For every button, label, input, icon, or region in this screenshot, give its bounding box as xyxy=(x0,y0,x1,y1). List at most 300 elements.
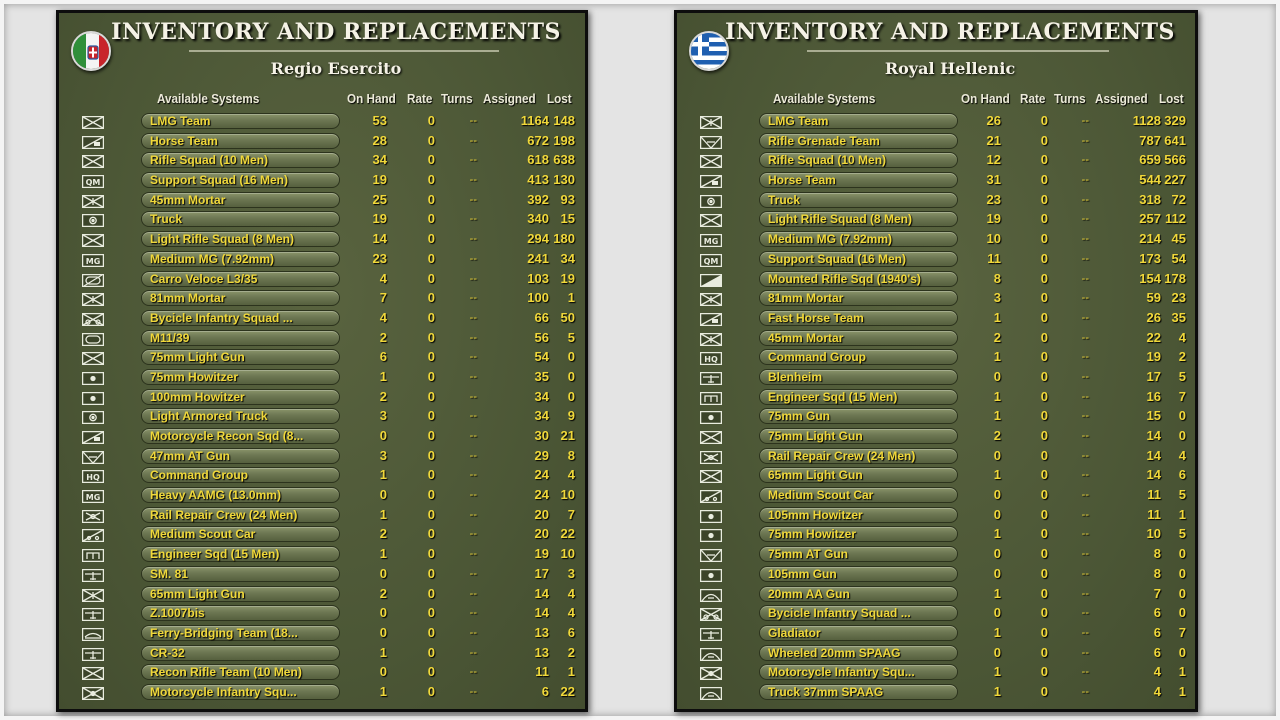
cell-lost: 6 xyxy=(567,624,575,640)
cell-on-hand: 0 xyxy=(379,565,387,581)
infantry-unit-icon xyxy=(82,665,104,678)
panel-title: INVENTORY AND REPLACEMENTS xyxy=(111,19,561,45)
cell-on-hand: 1 xyxy=(993,408,1001,424)
cell-on-hand: 2 xyxy=(993,428,1001,443)
header-rate: Rate xyxy=(1020,91,1046,106)
cell-assigned: 618 xyxy=(527,152,549,168)
cell-assigned: 66 xyxy=(534,309,549,325)
cell-turns: -- xyxy=(1081,331,1089,344)
cell-rate: 0 xyxy=(1040,664,1048,680)
cell-on-hand: 12 xyxy=(986,152,1001,168)
unit-system-button[interactable] xyxy=(759,113,958,129)
aircraft-unit-icon xyxy=(82,606,104,619)
motorinf-unit-icon xyxy=(82,685,104,698)
table-row xyxy=(677,111,1195,131)
unit-system-button[interactable] xyxy=(759,211,958,227)
header-assigned: Assigned xyxy=(483,91,536,106)
aa-unit-icon xyxy=(700,587,722,600)
cell-on-hand: 2 xyxy=(379,388,387,404)
unit-system-button[interactable] xyxy=(141,113,340,129)
unit-system-button[interactable] xyxy=(141,526,340,542)
table-row xyxy=(59,544,585,564)
table-row xyxy=(677,485,1195,505)
header-rate: Rate xyxy=(407,91,433,106)
cell-on-hand: 1 xyxy=(379,368,387,384)
cell-assigned: 4 xyxy=(1153,664,1161,680)
cell-lost: 7 xyxy=(1178,388,1186,404)
table-row xyxy=(677,170,1195,190)
cell-lost: 22 xyxy=(560,526,575,542)
table-row xyxy=(59,505,585,525)
cell-lost: 112 xyxy=(1165,211,1186,227)
unit-name: Engineer Sqd (15 Men) xyxy=(150,547,280,562)
cell-rate: 0 xyxy=(1040,309,1048,325)
truck-unit-icon xyxy=(82,212,104,225)
unit-system-button[interactable] xyxy=(759,172,958,188)
cell-turns: -- xyxy=(469,390,477,403)
cell-rate: 0 xyxy=(427,526,435,542)
cell-assigned: 15 xyxy=(1146,408,1161,424)
cell-lost: 1 xyxy=(1178,683,1186,699)
cell-rate: 0 xyxy=(427,428,435,443)
cell-on-hand: 34 xyxy=(372,152,387,168)
cell-rate: 0 xyxy=(1040,467,1048,483)
table-row xyxy=(677,229,1195,249)
unit-system-button[interactable] xyxy=(141,389,340,405)
cell-rate: 0 xyxy=(427,231,435,247)
unit-name: 105mm Gun xyxy=(768,566,837,581)
cell-turns: -- xyxy=(1081,626,1089,639)
cell-rate: 0 xyxy=(427,585,435,601)
unit-name: 75mm Howitzer xyxy=(768,527,857,542)
header-turns: Turns xyxy=(1054,91,1086,106)
table-row xyxy=(677,682,1195,702)
cell-assigned: 154 xyxy=(1139,270,1161,286)
cell-rate: 0 xyxy=(1040,605,1048,621)
unit-system-button[interactable] xyxy=(141,251,340,267)
unit-system-button[interactable] xyxy=(141,467,340,483)
table-row xyxy=(59,387,585,407)
cell-lost: 23 xyxy=(1171,290,1186,306)
table-row xyxy=(677,288,1195,308)
table-row xyxy=(677,209,1195,229)
cell-assigned: 214 xyxy=(1139,231,1161,247)
unit-system-button[interactable] xyxy=(759,152,958,168)
cell-on-hand: 3 xyxy=(993,290,1001,306)
unit-name: Mounted Rifle Sqd (1940's) xyxy=(768,271,921,286)
cell-rate: 0 xyxy=(427,113,435,128)
cell-rate: 0 xyxy=(1040,132,1048,148)
cell-assigned: 24 xyxy=(534,467,549,483)
cell-lost: 180 xyxy=(553,231,575,247)
table-row xyxy=(59,229,585,249)
cell-turns: -- xyxy=(1081,410,1089,423)
cell-on-hand: 1 xyxy=(379,683,387,699)
cell-assigned: 11 xyxy=(1147,506,1161,522)
unit-system-button[interactable] xyxy=(141,349,340,365)
cell-turns: -- xyxy=(1081,370,1089,383)
cell-on-hand: 8 xyxy=(993,270,1001,286)
unit-system-button[interactable] xyxy=(759,369,958,385)
cell-lost: 22 xyxy=(560,683,575,699)
cell-rate: 0 xyxy=(1040,231,1048,247)
cell-turns: -- xyxy=(469,666,477,679)
cavalry-unit-icon xyxy=(700,173,722,186)
inventory-list xyxy=(677,111,1195,702)
unit-name: Carro Veloce L3/35 xyxy=(150,271,258,286)
table-row xyxy=(677,131,1195,151)
cell-lost: 35 xyxy=(1171,309,1186,325)
cell-assigned: 34 xyxy=(534,388,549,404)
unit-system-button[interactable] xyxy=(759,310,958,326)
artillery-unit-icon xyxy=(82,370,104,383)
unit-system-button[interactable] xyxy=(759,507,958,523)
tank-unit-icon xyxy=(82,272,104,285)
unit-name: Rifle Squad (10 Men) xyxy=(768,153,887,168)
cell-assigned: 103 xyxy=(527,270,549,286)
table-row xyxy=(677,426,1195,446)
cell-rate: 0 xyxy=(427,408,435,424)
cell-rate: 0 xyxy=(1040,388,1048,404)
artillery-unit-icon xyxy=(82,390,104,403)
unit-name: Rifle Grenade Team xyxy=(768,133,880,148)
cell-rate: 0 xyxy=(427,664,435,680)
cavalry-unit-icon xyxy=(82,429,104,442)
cell-assigned: 54 xyxy=(534,349,549,365)
cell-lost: 0 xyxy=(1178,546,1186,562)
table-row xyxy=(677,328,1195,348)
unit-system-button[interactable] xyxy=(141,428,340,444)
unit-system-button[interactable] xyxy=(759,664,958,680)
hq-unit-icon xyxy=(700,350,722,363)
cell-lost: 566 xyxy=(1164,152,1186,168)
unit-system-button[interactable] xyxy=(759,526,958,542)
cell-rate: 0 xyxy=(427,683,435,699)
cell-on-hand: 1 xyxy=(379,506,387,522)
unit-name: Truck 37mm SPAAG xyxy=(768,684,884,699)
cavalry-unit-icon xyxy=(700,311,722,324)
cell-rate: 0 xyxy=(427,309,435,325)
unit-system-button[interactable] xyxy=(759,645,958,661)
unit-name: Truck xyxy=(768,192,801,207)
cell-turns: -- xyxy=(469,528,477,541)
cell-on-hand: 53 xyxy=(372,113,387,128)
cell-turns: -- xyxy=(469,626,477,639)
unit-name: Recon Rifle Team (10 Men) xyxy=(150,665,302,680)
cell-on-hand: 2 xyxy=(379,329,387,345)
unit-name: Ferry-Bridging Team (18... xyxy=(150,625,298,640)
unit-system-button[interactable] xyxy=(141,231,340,247)
cell-on-hand: 19 xyxy=(986,211,1001,227)
unit-system-button[interactable] xyxy=(759,546,958,562)
unit-system-button[interactable] xyxy=(759,684,958,700)
cell-assigned: 392 xyxy=(527,191,549,207)
cell-rate: 0 xyxy=(427,546,435,562)
unit-system-button[interactable] xyxy=(759,487,958,503)
unit-name: Support Squad (16 Men) xyxy=(150,173,288,188)
cell-on-hand: 0 xyxy=(993,487,1001,503)
unit-system-button[interactable] xyxy=(759,566,958,582)
table-row xyxy=(59,682,585,702)
unit-system-button[interactable] xyxy=(141,369,340,385)
cell-turns: -- xyxy=(1081,607,1089,620)
cell-rate: 0 xyxy=(427,132,435,148)
inventory-list xyxy=(59,111,585,702)
table-row xyxy=(59,190,585,210)
mortar-unit-icon xyxy=(700,291,722,304)
cell-rate: 0 xyxy=(427,172,435,188)
unit-system-button[interactable] xyxy=(141,586,340,602)
table-row xyxy=(59,249,585,269)
cell-assigned: 35 xyxy=(534,368,549,384)
cell-rate: 0 xyxy=(1040,349,1048,365)
infantry-unit-icon xyxy=(82,350,104,363)
unit-system-button[interactable] xyxy=(141,310,340,326)
cell-assigned: 672 xyxy=(527,132,549,148)
cell-lost: 10 xyxy=(560,487,575,503)
hq-unit-icon xyxy=(82,468,104,481)
unit-system-button[interactable] xyxy=(759,349,958,365)
table-row xyxy=(59,584,585,604)
unit-system-button[interactable] xyxy=(759,231,958,247)
cell-turns: -- xyxy=(1081,508,1089,521)
cell-assigned: 257 xyxy=(1139,211,1161,227)
unit-system-button[interactable] xyxy=(759,192,958,208)
cell-lost: 19 xyxy=(560,270,575,286)
cell-rate: 0 xyxy=(427,329,435,345)
cell-on-hand: 0 xyxy=(993,546,1001,562)
table-row xyxy=(677,367,1195,387)
cell-lost: 50 xyxy=(560,309,575,325)
unit-system-button[interactable] xyxy=(759,330,958,346)
table-row xyxy=(677,190,1195,210)
recon-unit-icon xyxy=(700,488,722,501)
unit-system-button[interactable] xyxy=(141,211,340,227)
cell-turns: -- xyxy=(1081,390,1089,403)
unit-system-button[interactable] xyxy=(759,251,958,267)
unit-system-button[interactable] xyxy=(141,271,340,287)
cell-turns: -- xyxy=(469,587,477,600)
unit-name: Bycicle Infantry Squad ... xyxy=(150,310,293,325)
cell-lost: 641 xyxy=(1164,132,1186,148)
cell-lost: 0 xyxy=(1178,408,1186,424)
cavalry2-unit-icon xyxy=(700,272,722,285)
header-lost: Lost xyxy=(547,91,572,106)
cell-turns: -- xyxy=(469,548,477,561)
table-row xyxy=(59,111,585,131)
mortar-unit-icon xyxy=(82,193,104,206)
unit-system-button[interactable] xyxy=(141,290,340,306)
cell-turns: -- xyxy=(469,646,477,659)
aircraft-unit-icon xyxy=(82,567,104,580)
cell-on-hand: 0 xyxy=(379,428,387,443)
cell-on-hand: 23 xyxy=(986,191,1001,207)
table-row xyxy=(59,465,585,485)
unit-system-button[interactable] xyxy=(141,546,340,562)
cell-on-hand: 4 xyxy=(379,309,387,325)
table-row xyxy=(677,465,1195,485)
title-divider xyxy=(807,50,1109,52)
unit-system-button[interactable] xyxy=(141,330,340,346)
cell-turns: -- xyxy=(469,489,477,502)
unit-system-button[interactable] xyxy=(759,133,958,149)
unit-system-button[interactable] xyxy=(141,448,340,464)
unit-system-button[interactable] xyxy=(759,428,958,444)
cell-turns: -- xyxy=(469,567,477,580)
table-row xyxy=(677,623,1195,643)
cell-on-hand: 0 xyxy=(379,487,387,503)
cell-assigned: 14 xyxy=(1146,428,1161,443)
at-unit-icon xyxy=(700,547,722,560)
unit-system-button[interactable] xyxy=(141,487,340,503)
cell-turns: -- xyxy=(1081,351,1089,364)
cell-on-hand: 26 xyxy=(986,113,1001,128)
unit-system-button[interactable] xyxy=(141,133,340,149)
unit-system-button[interactable] xyxy=(759,448,958,464)
unit-system-button[interactable] xyxy=(759,290,958,306)
unit-name: Light Armored Truck xyxy=(150,409,268,424)
unit-name: Light Rifle Squad (8 Men) xyxy=(150,232,294,247)
table-row xyxy=(59,406,585,426)
cell-on-hand: 0 xyxy=(993,565,1001,581)
cell-lost: 178 xyxy=(1164,270,1186,286)
cell-turns: -- xyxy=(469,252,477,265)
unit-name: Gladiator xyxy=(768,625,821,640)
cell-lost: 4 xyxy=(567,605,575,621)
cell-turns: -- xyxy=(1081,469,1089,482)
table-row xyxy=(677,387,1195,407)
cell-assigned: 10 xyxy=(1146,526,1161,542)
cell-turns: -- xyxy=(469,272,477,285)
unit-system-button[interactable] xyxy=(141,605,340,621)
cell-lost: 0 xyxy=(1178,605,1186,621)
unit-system-button[interactable] xyxy=(141,566,340,582)
cell-lost: 2 xyxy=(1178,349,1186,365)
unit-system-button[interactable] xyxy=(141,192,340,208)
cell-on-hand: 1 xyxy=(993,526,1001,542)
unit-name: 65mm Light Gun xyxy=(768,468,863,483)
cell-lost: 15 xyxy=(560,211,575,227)
unit-system-button[interactable] xyxy=(141,625,340,641)
cell-lost: 198 xyxy=(553,132,575,148)
cell-on-hand: 7 xyxy=(379,290,387,306)
unit-system-button[interactable] xyxy=(141,664,340,680)
cell-on-hand: 0 xyxy=(993,447,1001,463)
unit-system-button[interactable] xyxy=(141,645,340,661)
table-row xyxy=(677,505,1195,525)
cell-on-hand: 19 xyxy=(372,172,387,188)
unit-name: Horse Team xyxy=(150,133,218,148)
cell-on-hand: 0 xyxy=(993,506,1001,522)
unit-system-button[interactable] xyxy=(759,271,958,287)
cell-on-hand: 1 xyxy=(993,349,1001,365)
cell-turns: -- xyxy=(469,233,477,246)
table-row xyxy=(59,367,585,387)
cell-on-hand: 25 xyxy=(372,191,387,207)
unit-system-button[interactable] xyxy=(141,408,340,424)
truck-unit-icon xyxy=(700,193,722,206)
unit-system-button[interactable] xyxy=(141,172,340,188)
cell-rate: 0 xyxy=(427,270,435,286)
cell-rate: 0 xyxy=(1040,113,1048,128)
cell-rate: 0 xyxy=(427,565,435,581)
table-row xyxy=(677,269,1195,289)
unit-system-button[interactable] xyxy=(759,467,958,483)
cell-lost: 2 xyxy=(567,644,575,660)
cell-on-hand: 0 xyxy=(993,644,1001,660)
cell-on-hand: 4 xyxy=(379,270,387,286)
infantry-unit-icon xyxy=(700,212,722,225)
panel-title: INVENTORY AND REPLACEMENTS xyxy=(725,19,1175,45)
unit-system-button[interactable] xyxy=(759,625,958,641)
cell-assigned: 318 xyxy=(1139,191,1161,207)
header-available-systems: Available Systems xyxy=(773,91,876,106)
engineer-unit-icon xyxy=(82,547,104,560)
unit-name: Light Rifle Squad (8 Men) xyxy=(768,212,912,227)
cell-assigned: 11 xyxy=(535,664,549,680)
rail-unit-icon xyxy=(700,449,722,462)
unit-system-button[interactable] xyxy=(759,586,958,602)
cell-assigned: 8 xyxy=(1153,565,1161,581)
cell-lost: 130 xyxy=(553,172,575,188)
table-row xyxy=(59,426,585,446)
header-assigned: Assigned xyxy=(1095,91,1148,106)
unit-name: 45mm Mortar xyxy=(768,330,844,345)
cell-turns: -- xyxy=(1081,311,1089,324)
table-row xyxy=(677,662,1195,682)
cell-assigned: 30 xyxy=(534,428,549,443)
cell-assigned: 100 xyxy=(527,290,549,306)
unit-system-button[interactable] xyxy=(141,152,340,168)
cell-turns: -- xyxy=(1081,646,1089,659)
table-row xyxy=(677,249,1195,269)
unit-system-button[interactable] xyxy=(141,684,340,700)
cell-on-hand: 1 xyxy=(993,624,1001,640)
table-row xyxy=(677,643,1195,663)
cell-lost: 4 xyxy=(1178,447,1186,463)
unit-system-button[interactable] xyxy=(759,389,958,405)
table-row xyxy=(59,485,585,505)
unit-system-button[interactable] xyxy=(759,605,958,621)
mortar-unit-icon xyxy=(700,114,722,127)
unit-system-button[interactable] xyxy=(141,507,340,523)
table-row xyxy=(59,603,585,623)
cell-assigned: 6 xyxy=(541,683,549,699)
cell-lost: 148 xyxy=(553,113,575,128)
panel-royal-hellenic xyxy=(674,10,1198,712)
cell-lost: 7 xyxy=(1178,624,1186,640)
cell-lost: 5 xyxy=(567,329,575,345)
cell-assigned: 29 xyxy=(534,447,549,463)
cell-rate: 0 xyxy=(1040,447,1048,463)
unit-name: 81mm Mortar xyxy=(768,291,844,306)
unit-system-button[interactable] xyxy=(759,408,958,424)
cell-on-hand: 1 xyxy=(379,644,387,660)
cell-lost: 21 xyxy=(560,428,575,443)
unit-name: Fast Horse Team xyxy=(768,310,864,325)
cell-lost: 6 xyxy=(1178,467,1186,483)
unit-name: 65mm Light Gun xyxy=(150,586,245,601)
armor-unit-icon xyxy=(82,331,104,344)
header-on-hand: On Hand xyxy=(347,91,396,106)
table-row xyxy=(59,623,585,643)
cell-turns: -- xyxy=(1081,134,1089,147)
cell-lost: 5 xyxy=(1178,487,1186,503)
cell-on-hand: 6 xyxy=(379,349,387,365)
header-lost: Lost xyxy=(1159,91,1184,106)
cell-assigned: 7 xyxy=(1153,585,1161,601)
cell-lost: 5 xyxy=(1178,526,1186,542)
